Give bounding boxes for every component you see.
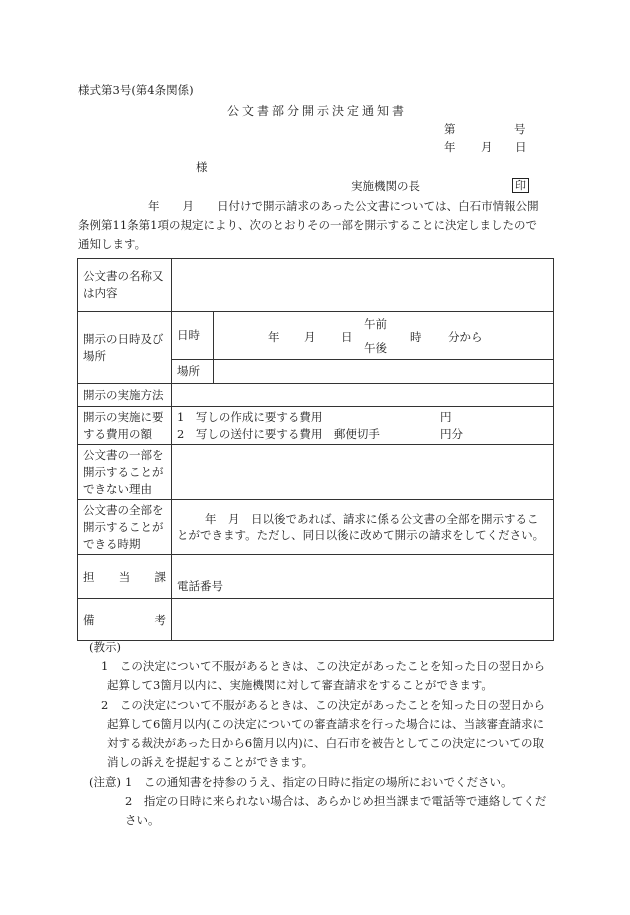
intro-line-3: 通知します。 [78,237,147,251]
seal-mark: 印 [512,178,529,193]
remarks-label-char-2: 考 [154,612,166,627]
instruction-item-2-line-4: 消しの訴えを提起することができます。 [107,755,314,769]
timing-label: 公文書の全部を開示することができる時期 [78,500,172,555]
dt-month: 月 [304,330,316,344]
row-fee [78,407,554,445]
instruction-item-2-line-3: 対する裁決があった日から6箇月以内)に、白石市を被告としてこの決定についての取 [107,736,544,750]
form-id: 様式第3号(第4条関係) [78,83,194,97]
date-year-label: 年 [444,140,456,154]
remarks-label [78,599,172,641]
row-method [78,384,554,407]
fee-value [172,407,554,445]
document-name-value [172,259,554,312]
notes-item-2-line-1: 2 指定の日時に来られない場合は、あらかじめ担当課まで電話等で連絡してくだ [125,794,547,808]
notes-item-2-line-2: さい。 [125,813,160,827]
reason-value [172,445,554,500]
instruction-heading: (教示) [89,640,121,654]
intro-line-2: 条例第11条第1項の規定により、次のとおりその一部を開示することに決定しましたので [78,218,537,232]
instruction-item-2-line-2: 起算して6箇月以内(この決定についての審査請求を行った場合には、当該審査請求に [107,717,545,731]
fee-line-1 [177,409,548,426]
fee-line-2 [177,426,548,443]
datetime-place-label: 開示の日時及び場所 [78,312,172,384]
timing-value: 年 月 日以後であれば、請求に係る公文書の全部を開示することができます。ただし、同日以後に改めて開示の請求をしてください。 [172,500,554,555]
dt-pm: 午後 [364,341,387,355]
document-name-label: 公文書の名称又は内容 [78,259,172,312]
doc-number-suffix: 号 [514,122,526,136]
department-label-char-3: 課 [154,569,166,584]
addressee-suffix: 様 [196,160,208,174]
instruction-item-1-line-1: 1 この決定について不服があるときは、この決定があったことを知った日の翌日から [101,659,545,673]
date-day-label: 日 [515,140,527,154]
fee-label: 開示の実施に要する費用の額 [78,407,172,445]
row-remarks [78,599,554,641]
remarks-label-char-1: 備 [83,612,95,627]
row-datetime [78,312,554,360]
datetime-value [214,312,554,360]
instruction-item-2-line-1: 2 この決定について不服があるときは、この決定があったことを知った日の翌日から [101,698,545,712]
phone-number-label: 電話番号 [177,578,223,593]
fee-line-2-unit: 円分 [440,426,463,441]
issuer-title: 実施機関の長 [351,179,420,193]
method-label: 開示の実施方法 [78,384,172,407]
department-label [78,555,172,599]
reason-label: 公文書の一部を開示することができない理由 [78,445,172,500]
instruction-item-1-line-2: 起算して3箇月以内に、実施機関に対して審査請求をすることができます。 [107,678,493,692]
row-document-name [78,259,554,312]
row-reason [78,445,554,500]
notes-item-1: 1 この通知書を持参のうえ、指定の日時に指定の場所においでください。 [125,775,513,789]
place-value [214,360,554,384]
department-label-char-1: 担 [83,569,95,584]
intro-line-1: 年 月 日付けで開示請求のあった公文書については、白石市情報公開 [148,199,539,213]
fee-line-1-item: 1 写しの作成に要する費用 [177,410,323,424]
doc-number-prefix: 第 [444,122,456,136]
datetime-label: 日時 [172,312,214,360]
date-month-label: 月 [481,140,493,154]
fee-line-1-unit: 円 [440,410,452,424]
row-department [78,555,554,599]
row-timing [78,500,554,555]
dt-hour: 時 [410,330,422,344]
method-value [172,384,554,407]
fee-line-2-item: 2 写しの送付に要する費用 郵便切手 [177,426,380,441]
document-title: 公文書部分開示決定通知書 [227,104,408,118]
department-label-char-2: 当 [118,569,131,584]
dt-year: 年 [268,330,280,344]
disclosure-table [77,258,554,641]
dt-minute-from: 分から [448,330,483,344]
place-label: 場所 [172,360,214,384]
dt-am: 午前 [364,317,387,331]
notes-heading: (注意) [89,775,121,789]
remarks-value [172,599,554,641]
dt-day: 日 [341,330,353,344]
department-value [172,555,554,599]
